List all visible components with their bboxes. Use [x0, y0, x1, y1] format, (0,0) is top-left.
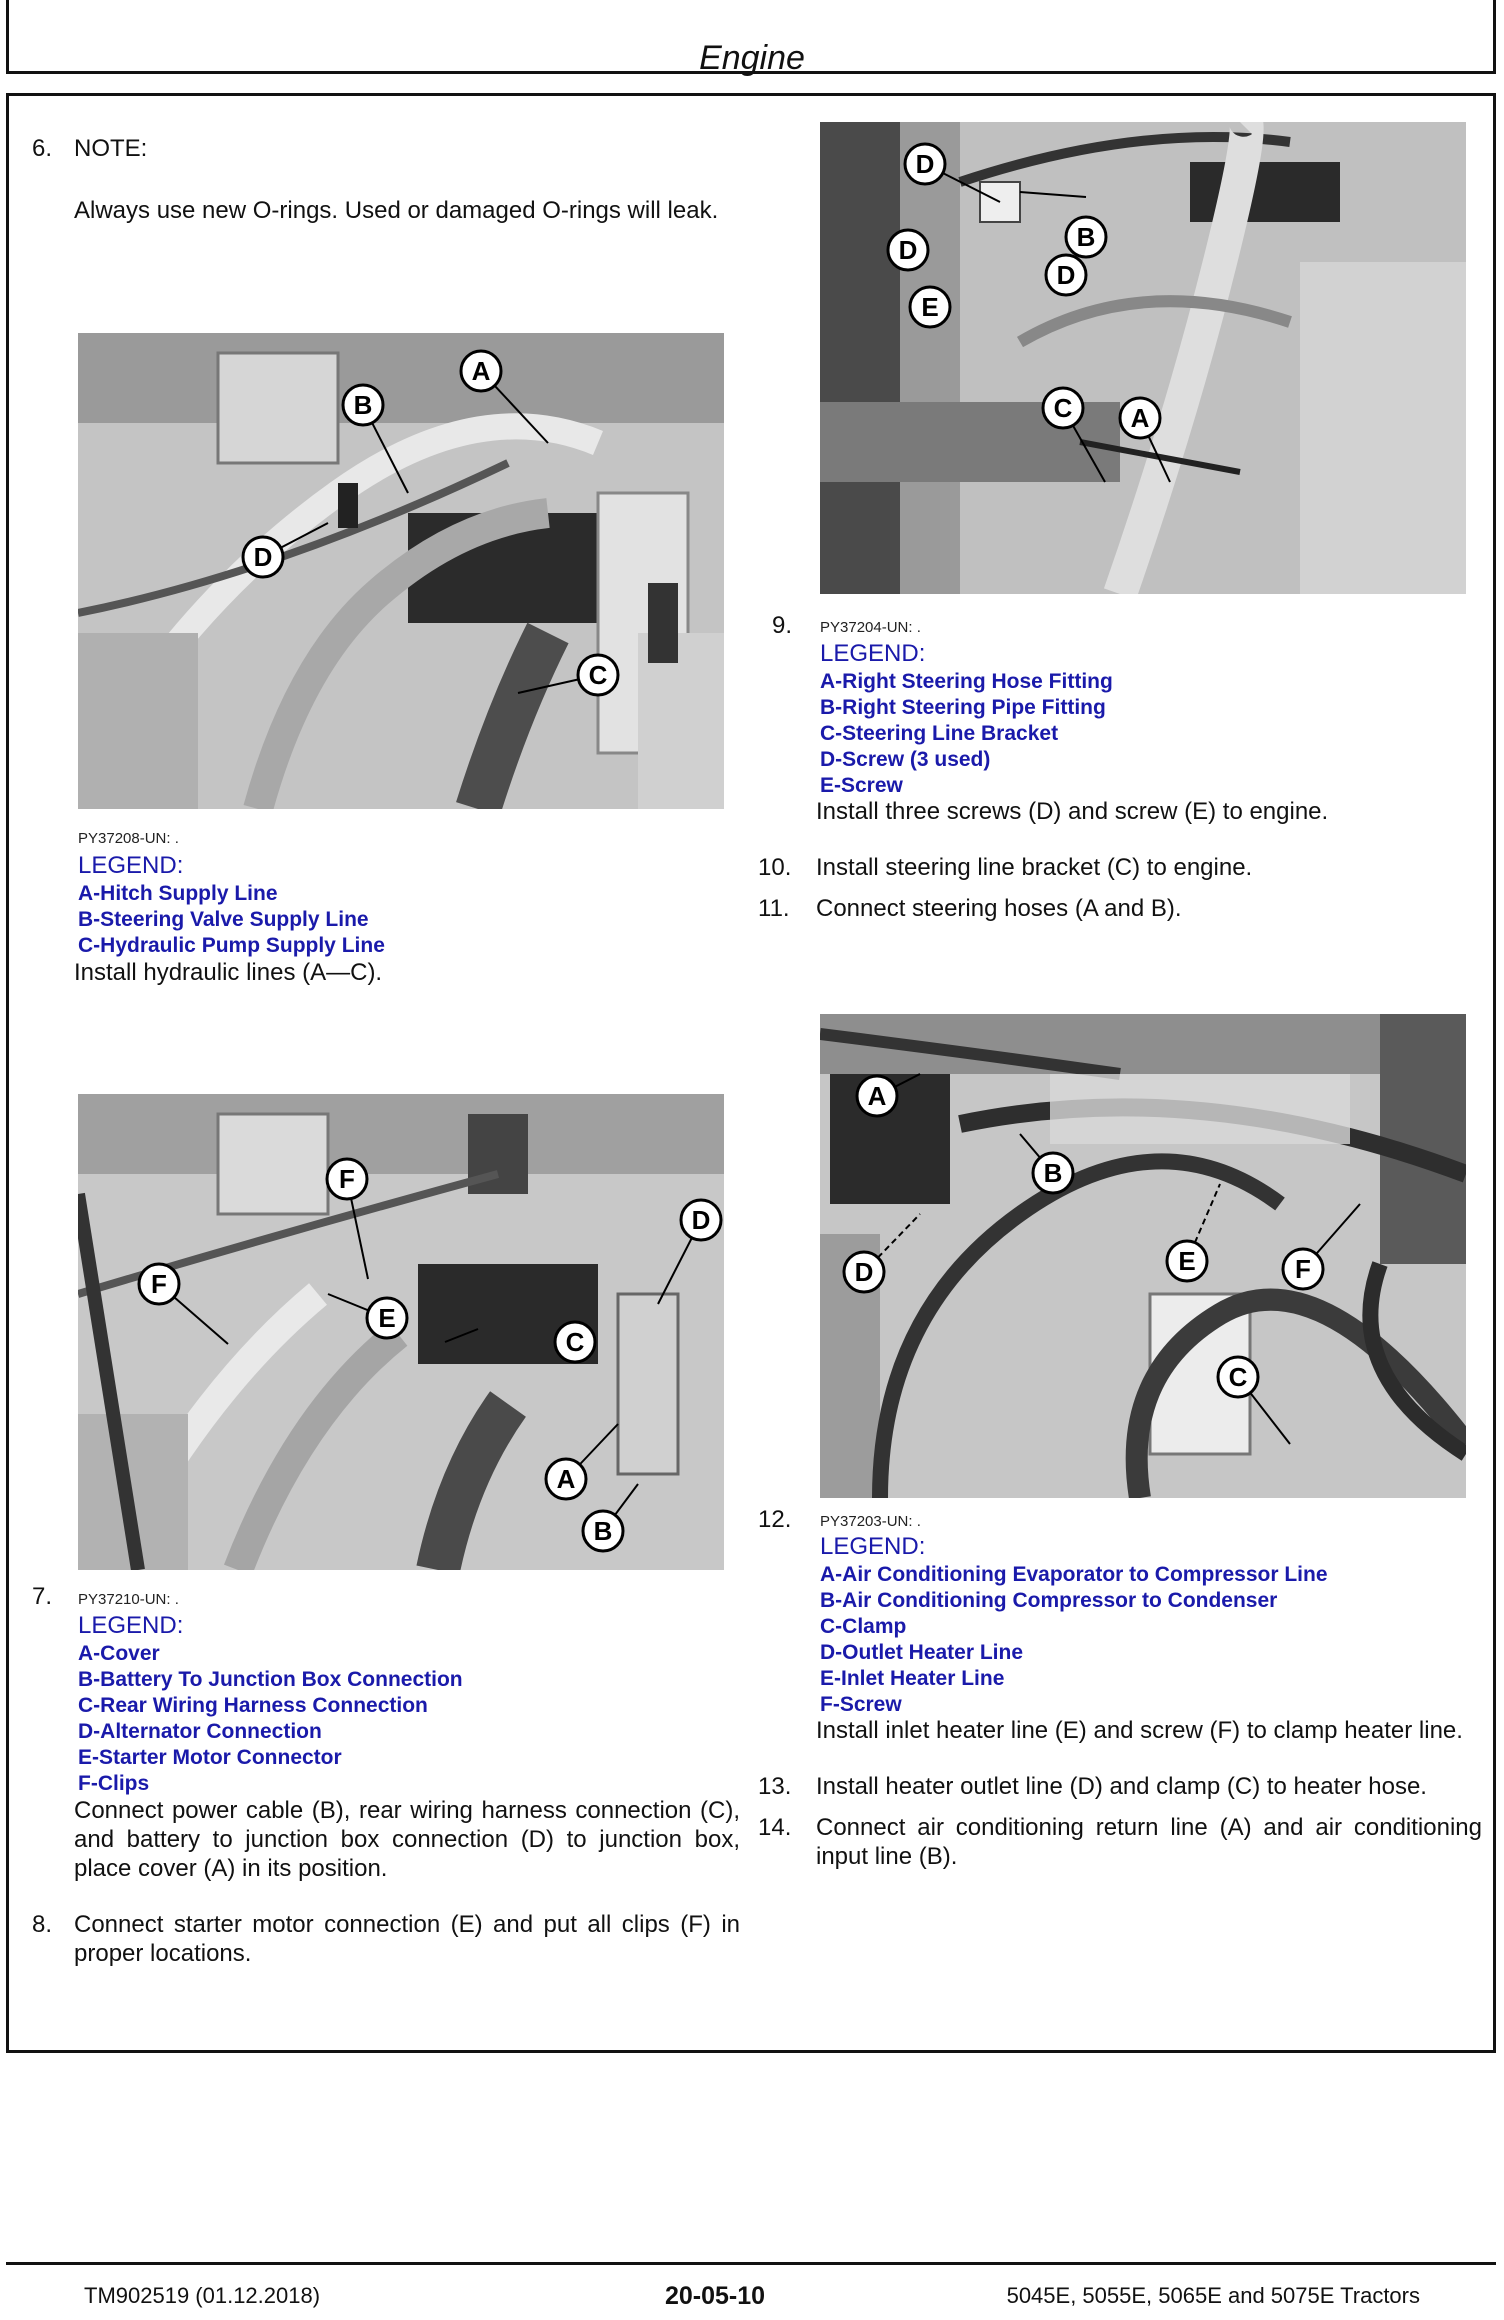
figure-2-legend-title: LEGEND: — [78, 1612, 184, 1639]
callout-f: F — [1295, 1254, 1311, 1284]
callout-d: D — [898, 235, 918, 265]
step-14-text: Connect air conditioning return line (A) and air conditioning input line (B). — [816, 1814, 1482, 1870]
legend-item: A-Right Steering Hose Fitting — [820, 670, 1113, 693]
callout-d: D — [854, 1257, 874, 1287]
step-10-number: 10. — [758, 854, 792, 881]
legend-item: A-Air Conditioning Evaporator to Compressor Line — [820, 1563, 1328, 1586]
callout-c: C — [1228, 1362, 1248, 1392]
legend-item: A-Hitch Supply Line — [78, 882, 278, 905]
legend-item: E-Starter Motor Connector — [78, 1746, 342, 1769]
legend-item: C-Steering Line Bracket — [820, 722, 1059, 745]
step-8-number: 8. — [32, 1911, 53, 1938]
step-9-number: 9. — [772, 612, 793, 639]
legend-item: D-Alternator Connection — [78, 1720, 322, 1743]
legend-item: B-Steering Valve Supply Line — [78, 908, 369, 931]
wiring-connections-photo — [78, 1094, 724, 1570]
callout-b: B — [1076, 222, 1096, 252]
callout-b: B — [1043, 1158, 1063, 1188]
callout-d: D — [253, 542, 273, 572]
callout-a: A — [1130, 403, 1150, 433]
legend-item: B-Right Steering Pipe Fitting — [820, 696, 1106, 719]
callout-d: D — [915, 149, 935, 179]
legend-item: F-Screw — [820, 1693, 902, 1716]
legend-item: C-Clamp — [820, 1615, 907, 1638]
legend-item: D-Outlet Heater Line — [820, 1641, 1024, 1664]
hydraulic-lines-photo — [78, 333, 724, 809]
legend-item: C-Hydraulic Pump Supply Line — [78, 934, 385, 957]
callout-a: A — [867, 1081, 887, 1111]
figure-3-legend-title: LEGEND: — [820, 640, 926, 667]
legend-item: E-Screw — [820, 774, 903, 797]
section-title: Engine — [699, 39, 805, 77]
figure-2-ref: PY37210-UN: . — [78, 1591, 179, 1608]
step-7-number: 7. — [32, 1583, 53, 1610]
step-13-text: Install heater outlet line (D) and clamp (C) to heater hose. — [816, 1773, 1427, 1800]
step-8-text: Connect starter motor connection (E) and put all clips (F) in proper locations. — [74, 1911, 740, 1967]
note-label: NOTE: — [74, 135, 148, 162]
callout-e: E — [378, 1303, 396, 1333]
footer-models: 5045E, 5055E, 5065E and 5075E Tractors — [1006, 2283, 1420, 2308]
legend-item: F-Clips — [78, 1772, 150, 1795]
steering-lines-photo — [820, 122, 1466, 594]
step-13-number: 13. — [758, 1773, 792, 1800]
footer-doc-id: TM902519 (01.12.2018) — [84, 2283, 321, 2308]
callout-f: F — [151, 1269, 167, 1299]
callout-f: F — [339, 1164, 355, 1194]
legend-item: D-Screw (3 used) — [820, 748, 991, 771]
step-6-number: 6. — [32, 135, 53, 162]
footer-rule — [6, 2262, 1496, 2265]
legend-item: C-Rear Wiring Harness Connection — [78, 1694, 428, 1717]
step-11-number: 11. — [758, 895, 790, 922]
callout-a: A — [471, 356, 491, 386]
figure-3-ref: PY37204-UN: . — [820, 619, 921, 636]
figure-1-instruction: Install hydraulic lines (A—C). — [74, 959, 383, 986]
step-12-text: Install inlet heater line (E) and screw (F) to clamp heater line. — [816, 1717, 1463, 1744]
callout-d: D — [1056, 260, 1076, 290]
callout-c: C — [588, 660, 608, 690]
step-10-text: Install steering line bracket (C) to engine. — [816, 854, 1253, 881]
note-text: Always use new O-rings. Used or damaged O-rings will leak. — [74, 197, 719, 224]
step-11-text: Connect steering hoses (A and B). — [816, 895, 1182, 922]
figure-4-legend-title: LEGEND: — [820, 1533, 926, 1560]
legend-item: A-Cover — [78, 1642, 160, 1665]
callout-b: B — [353, 390, 373, 420]
step-12-number: 12. — [758, 1506, 792, 1533]
step-7-text: Connect power cable (B), rear wiring harness connection (C), and battery to junction box connection (D) to junction box, place cover (A) in its position. — [74, 1797, 740, 1882]
callout-e: E — [921, 292, 939, 322]
figure-1-ref: PY37208-UN: . — [78, 830, 179, 847]
callout-c: C — [565, 1327, 585, 1357]
callout-e: E — [1178, 1246, 1196, 1276]
step-9-text: Install three screws (D) and screw (E) to engine. — [816, 798, 1329, 825]
legend-item: B-Air Conditioning Compressor to Condenser — [820, 1589, 1278, 1612]
heater-ac-lines-photo — [820, 1014, 1466, 1498]
callout-b: B — [593, 1516, 613, 1546]
footer-page-number: 20-05-10 — [664, 2282, 766, 2310]
figure-4-ref: PY37203-UN: . — [820, 1513, 921, 1530]
callout-d: D — [691, 1205, 711, 1235]
figure-1-legend-title: LEGEND: — [78, 852, 184, 879]
legend-item: E-Inlet Heater Line — [820, 1667, 1005, 1690]
legend-item: B-Battery To Junction Box Connection — [78, 1668, 463, 1691]
callout-c: C — [1053, 393, 1073, 423]
step-14-number: 14. — [758, 1814, 792, 1841]
callout-a: A — [556, 1464, 576, 1494]
